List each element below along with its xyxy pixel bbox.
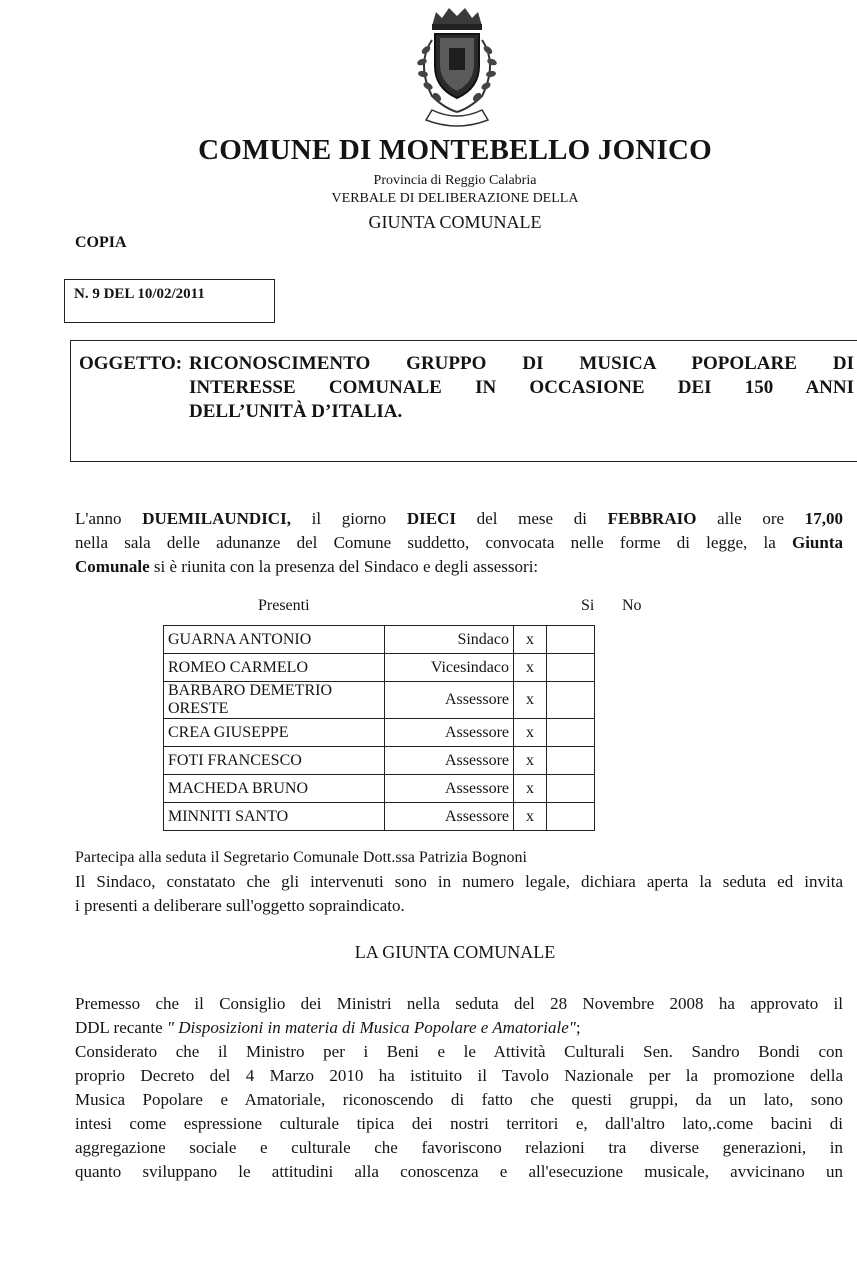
- subject-line-3: DELL’UNITÀ D’ITALIA.: [189, 401, 403, 422]
- attendance-role-cell: Assessore: [385, 682, 514, 719]
- attendance-no-cell: [547, 747, 595, 775]
- attendance-row: [164, 803, 595, 831]
- secretary-line: Partecipa alla seduta il Segretario Comunale Dott.ssa Patrizia Bognoni: [75, 849, 527, 866]
- attendance-no-cell: [547, 654, 595, 682]
- attendance-no-cell: [547, 626, 595, 654]
- attendance-row: [164, 775, 595, 803]
- deliberation-number-box: [64, 279, 275, 323]
- body-line-2: DDL recante " Disposizioni in materia di Musica Popolare e Amatoriale";: [75, 1018, 581, 1037]
- sindaco-paragraph: [75, 870, 843, 918]
- attendance-si-cell: x: [514, 626, 547, 654]
- subject-line-2: INTERESSE COMUNALE IN OCCASIONE DEI 150 ANNI: [189, 377, 854, 398]
- no-header: No: [622, 597, 642, 614]
- attendance-role-cell: Sindaco: [385, 626, 514, 654]
- subject-line-1: RICONOSCIMENTO GRUPPO DI MUSICA POPOLARE DI: [189, 353, 854, 374]
- intro-line-3: Comunale si è riunita con la presenza del Sindaco e degli assessori:: [75, 557, 539, 576]
- attendance-name-cell: MACHEDA BRUNO: [164, 775, 385, 803]
- attendance-no-cell: [547, 682, 595, 719]
- subject-label: OGGETTO:: [79, 353, 183, 374]
- attendance-si-cell: x: [514, 682, 547, 719]
- province-line: Provincia di Reggio Calabria: [373, 173, 537, 188]
- attendance-si-cell: x: [514, 719, 547, 747]
- presenti-header: Presenti: [258, 597, 310, 614]
- attendance-si-cell: x: [514, 747, 547, 775]
- intro-paragraph: [75, 507, 843, 579]
- intro-line-1: L'anno DUEMILAUNDICI, il giorno DIECI del mese di FEBBRAIO alle ore 17,00: [75, 509, 843, 528]
- attendance-name-cell: CREA GIUSEPPE: [164, 719, 385, 747]
- section-heading: LA GIUNTA COMUNALE: [354, 942, 556, 962]
- attendance-no-cell: [547, 775, 595, 803]
- attendance-role-cell: Assessore: [385, 747, 514, 775]
- attendance-row: [164, 719, 595, 747]
- attendance-name-cell: BARBARO DEMETRIO ORESTE: [164, 682, 385, 719]
- attendance-name-cell: MINNITI SANTO: [164, 803, 385, 831]
- body-line-1: Premesso che il Consiglio dei Ministri nella seduta del 28 Novembre 2008 ha approvato il: [75, 994, 843, 1013]
- copy-label: COPIA: [75, 234, 127, 251]
- municipality-title: COMUNE DI MONTEBELLO JONICO: [198, 134, 712, 166]
- attendance-row: [164, 654, 595, 682]
- attendance-name-cell: GUARNA ANTONIO: [164, 626, 385, 654]
- deliberation-number: N. 9 DEL 10/02/2011: [74, 286, 205, 302]
- attendance-name-cell: ROMEO CARMELO: [164, 654, 385, 682]
- body-line: proprio Decreto del 4 Marzo 2010 ha istituito il Tavolo Nazionale per la promozione della: [75, 1066, 843, 1085]
- attendance-no-cell: [547, 803, 595, 831]
- attendance-si-cell: x: [514, 775, 547, 803]
- attendance-name-cell: FOTI FRANCESCO: [164, 747, 385, 775]
- sindaco-line-1: Il Sindaco, constatato che gli intervenuti sono in numero legale, dichiara aperta la seduta ed invita: [75, 872, 843, 891]
- attendance-role-cell: Assessore: [385, 803, 514, 831]
- coat-of-arms-emblem: [402, 4, 512, 132]
- body-line: quanto sviluppano le attitudini alla conoscenza e all'esecuzione musicale, avvicinano un: [75, 1162, 843, 1181]
- attendance-row: [164, 626, 595, 654]
- subject-box: [70, 340, 857, 462]
- attendance-row: [164, 747, 595, 775]
- intro-line-2: nella sala delle adunanze del Comune suddetto, convocata nelle forme di legge, la Giunta: [75, 533, 843, 552]
- verbale-line: VERBALE DI DELIBERAZIONE DELLA: [331, 191, 579, 206]
- body-line: Considerato che il Ministro per i Beni e le Attività Culturali Sen. Sandro Bondi con: [75, 1042, 843, 1061]
- sindaco-line-2: i presenti a deliberare sull'oggetto sopraindicato.: [75, 896, 405, 915]
- attendance-row: [164, 682, 595, 719]
- attendance-si-cell: x: [514, 654, 547, 682]
- attendance-table: [163, 625, 595, 831]
- body-text: [75, 992, 843, 1184]
- si-header: Si: [581, 597, 595, 614]
- attendance-role-cell: Assessore: [385, 775, 514, 803]
- attendance-no-cell: [547, 719, 595, 747]
- attendance-si-cell: x: [514, 803, 547, 831]
- body-line: aggregazione sociale e culturale che favoriscono relazioni tra diverse generazioni, in: [75, 1138, 843, 1157]
- attendance-role-cell: Vicesindaco: [385, 654, 514, 682]
- giunta-line: GIUNTA COMUNALE: [368, 212, 542, 232]
- body-line: Musica Popolare e Amatoriale, riconoscendo di fatto che questi gruppi, da un lato, sono: [75, 1090, 843, 1109]
- body-line: intesi come espressione culturale tipica dei nostri territori e, dall'altro lato,.come bacini di: [75, 1114, 843, 1133]
- attendance-role-cell: Assessore: [385, 719, 514, 747]
